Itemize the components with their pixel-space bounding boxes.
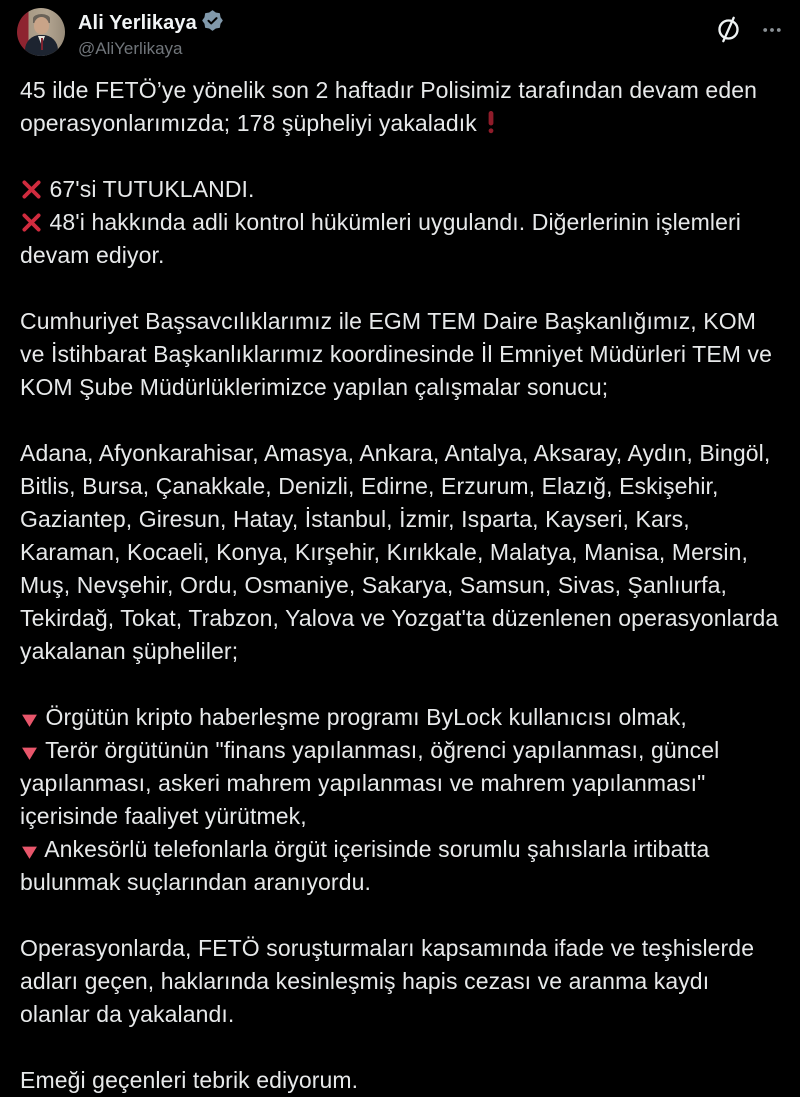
grok-slash-circle-icon xyxy=(715,16,742,46)
tweet-text-paragraph: Örgütün kripto haberleşme programı ByLock kullanıcısı olmak, Terör örgütünün "finans yapılanması, öğrenci yapılanması, güncel yapılanması, askeri mahrem yapılanması ve mahrem yapılanması" içerisinde faaliyet yürütmek, Ankesörlü telefonlarla örgüt içerisinde sorumlu şahıslarla irtibatta bulunmak suçlarından aranıyordu. xyxy=(20,704,720,895)
tweet-text-paragraph: Operasyonlarda, FETÖ soruşturmaları kapsamında ifade ve teşhislerde adları geçen, haklarında kesinleşmiş hapis cezası ve aranma kaydı olanlar da yakalandı. xyxy=(20,935,755,1027)
tweet-text-paragraph: 67'si TUTUKLANDI. 48'i hakkında adli kontrol hükümleri uygulandı. Diğerlerinin işlemleri devam ediyor. xyxy=(20,176,741,268)
tweet-text-paragraph: Cumhuriyet Başsavcılıklarımız ile EGM TEM Daire Başkanlığımız, KOM ve İstihbarat Başkanlıklarımız koordinesinde İl Emniyet Müdürleri TEM ve KOM Şube Müdürlüklerimizce yapılan çalışmalar sonucu; xyxy=(20,308,773,400)
display-name[interactable]: Ali Yerlikaya xyxy=(78,11,197,34)
tweet-text-paragraph: Adana, Afyonkarahisar, Amasya, Ankara, Antalya, Aksaray, Aydın, Bingöl, Bitlis, Bursa, Çanakkale, Denizli, Edirne, Erzurum, Elazığ, Eskişehir, Gaziantep, Giresun, Hatay, İstanbul, İzmir, Isparta, Kayseri, Kars, Karaman, Kocaeli, Konya, Kırşehir, Kırıkkale, Malatya, Manisa, Mersin, Muş, Nevşehir, Ordu, Osmaniye, Sakarya, Samsun, Sivas, Şanlıurfa, Tekirdağ, Tokat, Trabzon, Yalova ve Yozgat'ta düzenlenen operasyonlarda yakalanan şüpheliler; xyxy=(20,440,779,664)
user-block xyxy=(78,8,713,59)
name-row xyxy=(78,9,713,36)
exclamation-mark-emoji xyxy=(486,110,496,134)
cross-mark-emoji xyxy=(21,212,42,233)
tweet-text xyxy=(0,59,800,1097)
more-button[interactable] xyxy=(760,18,784,45)
red-triangle-down-emoji xyxy=(21,713,38,728)
tweet-header xyxy=(0,0,800,59)
grok-button[interactable] xyxy=(713,14,744,48)
header-actions xyxy=(713,8,784,48)
ellipsis-more-icon xyxy=(762,20,782,43)
tweet-text-paragraph: 45 ilde FETÖ’ye yönelik son 2 haftadır Polisimiz tarafından devam eden operasyonlarımızda; 178 şüpheliyi yakaladık xyxy=(20,77,757,136)
avatar[interactable] xyxy=(17,8,65,56)
verified-badge-icon xyxy=(202,10,223,36)
red-triangle-down-emoji xyxy=(21,746,38,761)
red-triangle-down-emoji xyxy=(21,845,38,860)
cross-mark-emoji xyxy=(21,179,42,200)
user-handle[interactable]: @AliYerlikaya xyxy=(78,39,183,58)
tweet-text-paragraph: Emeği geçenleri tebrik ediyorum. xyxy=(20,1067,359,1093)
